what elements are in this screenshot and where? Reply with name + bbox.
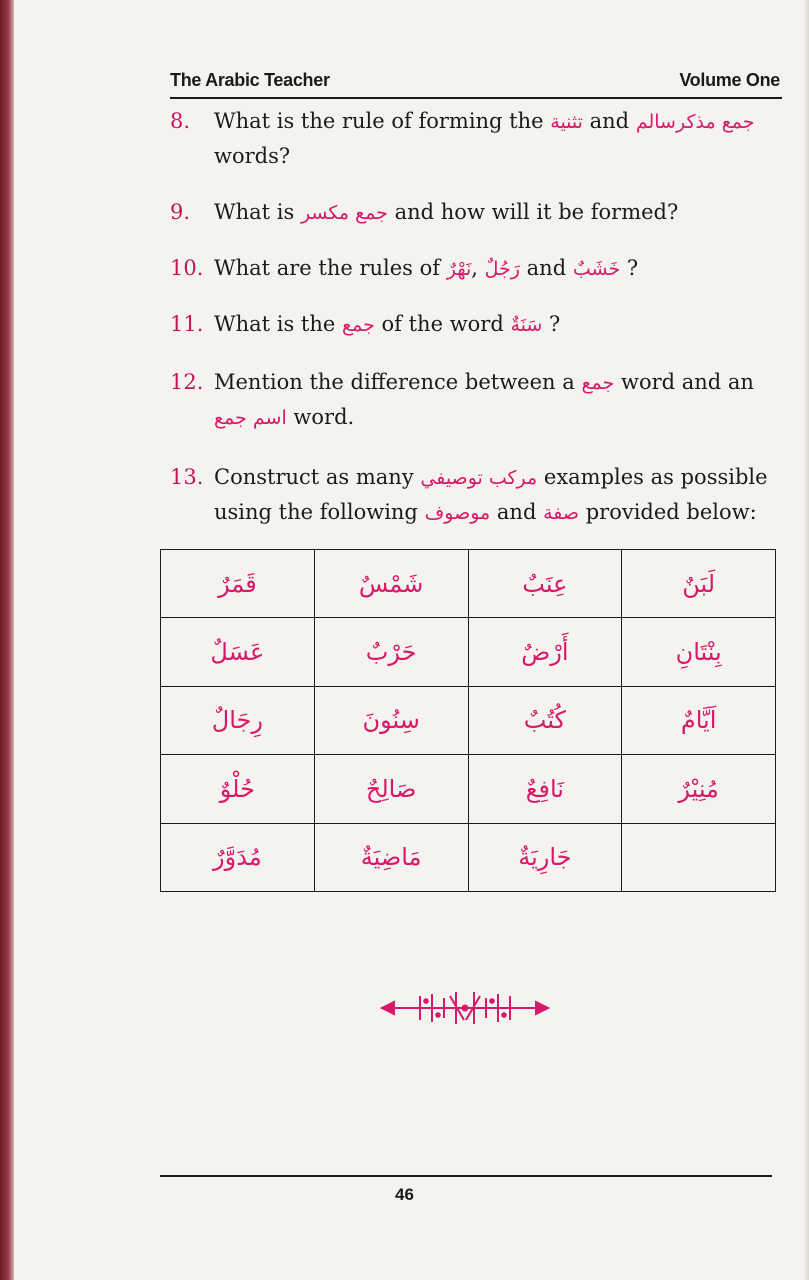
word-table: [160, 549, 776, 892]
question-text: word.: [293, 405, 355, 429]
question-number: 11.: [170, 312, 204, 336]
table-cell: بِنْتَانِ: [622, 618, 776, 686]
book-spine-right: [803, 0, 809, 1280]
question-11: [170, 307, 782, 341]
question-text: examples as possible: [543, 465, 768, 489]
table-cell: عَسَلٌ: [161, 618, 315, 686]
table-cell: قَمَرٌ: [161, 550, 315, 618]
arabic-term: مركب توصيفي: [420, 467, 538, 489]
table-row: [161, 755, 776, 823]
question-13: [170, 460, 782, 530]
table-cell: لَبَنٌ: [622, 550, 776, 618]
question-text: Construct as many: [214, 465, 414, 489]
question-number: 13.: [170, 465, 204, 489]
question-text: word and an: [620, 370, 754, 394]
arabic-term: نَهْرٌ: [446, 258, 472, 280]
question-text: What is: [214, 200, 295, 224]
table-cell: نَافِعٌ: [468, 755, 622, 823]
table-cell: اَيَّامٌ: [622, 686, 776, 754]
table-row: [161, 686, 776, 754]
question-12: [170, 365, 782, 435]
arabic-term: جمع مذكرسالم: [635, 111, 755, 133]
table-cell: جَارِيَةٌ: [468, 823, 622, 891]
table-cell: مُنِيْرٌ: [622, 755, 776, 823]
question-number: 8.: [170, 109, 191, 133]
arabic-term: تثنية: [550, 111, 583, 133]
question-number: 10.: [170, 256, 204, 280]
question-text: of the word: [381, 312, 504, 336]
question-text: words?: [214, 144, 291, 168]
table-cell: رِجَالٌ: [161, 686, 315, 754]
table-row: [161, 550, 776, 618]
table-cell: حَرْبٌ: [314, 618, 468, 686]
arabic-term: رَجُلٌ: [484, 258, 520, 280]
question-text: provided below:: [585, 500, 757, 524]
arabic-term: اسم جمع: [214, 407, 287, 429]
table-cell: عِنَبٌ: [468, 550, 622, 618]
separator: ,: [471, 256, 478, 280]
arabic-term: موصوف: [424, 502, 491, 524]
table-cell: مَاضِيَةٌ: [314, 823, 468, 891]
footer-rule: [160, 1175, 772, 1177]
arabic-term: صفة: [543, 502, 580, 524]
table-row: [161, 823, 776, 891]
book-title: The Arabic Teacher: [170, 70, 330, 90]
question-9: [170, 195, 782, 229]
arabic-term: جمع: [342, 314, 375, 336]
question-text: using the following: [214, 500, 418, 524]
ornament-divider-icon: [380, 988, 550, 1028]
table-cell: صَالِحٌ: [314, 755, 468, 823]
table-cell: حُلْوٌ: [161, 755, 315, 823]
table-cell: [622, 823, 776, 891]
question-text: What is the: [214, 312, 336, 336]
question-8: [170, 104, 782, 174]
table-cell: كُتُبٌ: [468, 686, 622, 754]
question-text: and: [526, 256, 567, 280]
question-text: and how will it be formed?: [394, 200, 679, 224]
header-rule: [170, 97, 782, 99]
running-header: [170, 70, 780, 98]
table-cell: شَمْسٌ: [314, 550, 468, 618]
table-cell: سِنُونَ: [314, 686, 468, 754]
table-row: [161, 618, 776, 686]
question-number: 9.: [170, 200, 191, 224]
arabic-term: سَنَةٌ: [510, 314, 543, 336]
question-text: What are the rules of: [214, 256, 441, 280]
arabic-term: جمع مكسر: [300, 202, 388, 224]
question-10: [170, 251, 782, 285]
volume-label: Volume One: [679, 70, 780, 90]
question-text: and: [496, 500, 537, 524]
question-text: ?: [549, 312, 561, 336]
question-text: and: [589, 109, 630, 133]
question-text: ?: [626, 256, 639, 280]
question-text: Mention the difference between a: [214, 370, 575, 394]
book-spine-left: [0, 0, 14, 1280]
arabic-term: خَشَبٌ: [572, 258, 621, 280]
question-text: What is the rule of forming the: [214, 109, 544, 133]
table-cell: مُدَوَّرٌ: [161, 823, 315, 891]
arabic-term: جمع: [581, 372, 615, 394]
table-cell: أَرْضٌ: [468, 618, 622, 686]
question-number: 12.: [170, 370, 204, 394]
page-number: 46: [395, 1185, 414, 1204]
